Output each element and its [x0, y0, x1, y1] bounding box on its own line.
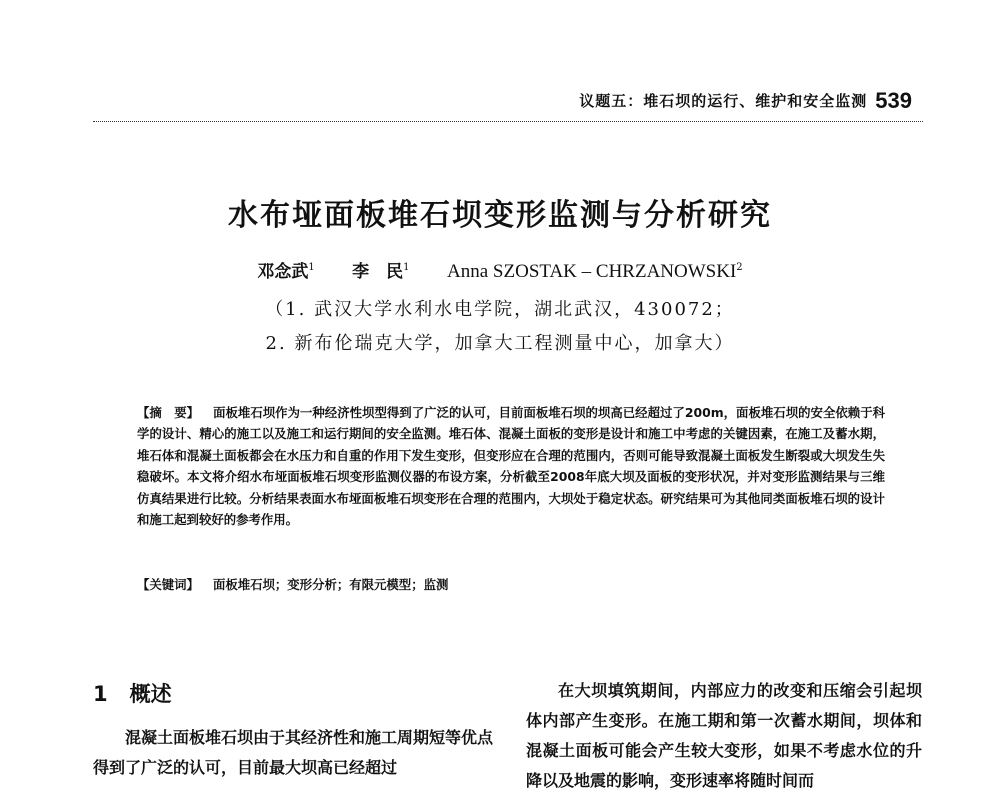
running-title: 议题五：堆石坝的运行、维护和安全监测: [579, 92, 868, 110]
body-right-column: 在大坝填筑期间，内部应力的改变和压缩会引起坝体内部产生变形。在施工期和第一次蓄水期间，坝体和混凝土面板可能会产生较大变形，如果不考虑水位的升降以及地震的影响，变形速率将随时间而: [526, 681, 922, 790]
section-heading: [93, 678, 172, 708]
page-number: 539: [875, 88, 912, 113]
keywords-label: 【关键词】: [137, 577, 199, 592]
section-title: 概述: [129, 682, 172, 706]
abstract: [137, 402, 885, 530]
author-name: 邓念武: [257, 262, 309, 282]
author-affil-mark: 1: [308, 262, 315, 273]
paper-title: 水布垭面板堆石坝变形监测与分析研究: [228, 198, 772, 233]
affiliation-1: （1. 武汉大学水利水电学院，湖北武汉，430072；: [265, 299, 735, 320]
author-line: [0, 257, 1000, 283]
abstract-label: 【摘 要】: [137, 405, 200, 420]
author-name: 李 民: [352, 262, 404, 282]
header-divider: [93, 121, 923, 122]
abstract-text: 面板堆石坝作为一种经济性坝型得到了广泛的认可，目前面板堆石坝的坝高已经超过了200m，面板堆石坝的安全依赖于科学的设计、精心的施工以及施工和运行期间的安全监测。堆石体、混凝土面板的变形是设计和施工中考虑的关键因素，在施工及蓄水期，堆石体和混凝土面板都会在水压力和自重的作用下发生变形，但变形应在合理的范围内，否则可能导致混凝土面板发生断裂或大坝发生失稳破坏。本文将介绍水布垭面板堆石坝变形监测仪器的布设方案，分析截至2008年底大坝及面板的变形状况，并对变形监测结果与三维仿真结果进行比较。分析结果表面水布垭面板堆石坝变形在合理的范围内，大坝处于稳定状态。研究结果可为其他同类面板堆石坝的设计和施工起到较好的参考作用。: [137, 405, 885, 528]
author-affil-mark: 1: [403, 262, 410, 273]
affiliation-2: 2. 新布伦瑞克大学，加拿大工程测量中心，加拿大）: [265, 333, 735, 354]
author-affil-mark: 2: [736, 262, 743, 273]
author-name: Anna SZOSTAK – CHRZANOWSKI: [447, 261, 737, 282]
running-header: [0, 88, 912, 114]
keywords-text: 面板堆石坝；变形分析；有限元模型；监测: [212, 577, 449, 592]
body-left-column: 混凝土面板堆石坝由于其经济性和施工周期短等优点得到了广泛的认可，目前最大坝高已经超过: [93, 728, 494, 777]
keywords: [137, 575, 885, 593]
section-number: 1: [93, 682, 108, 706]
